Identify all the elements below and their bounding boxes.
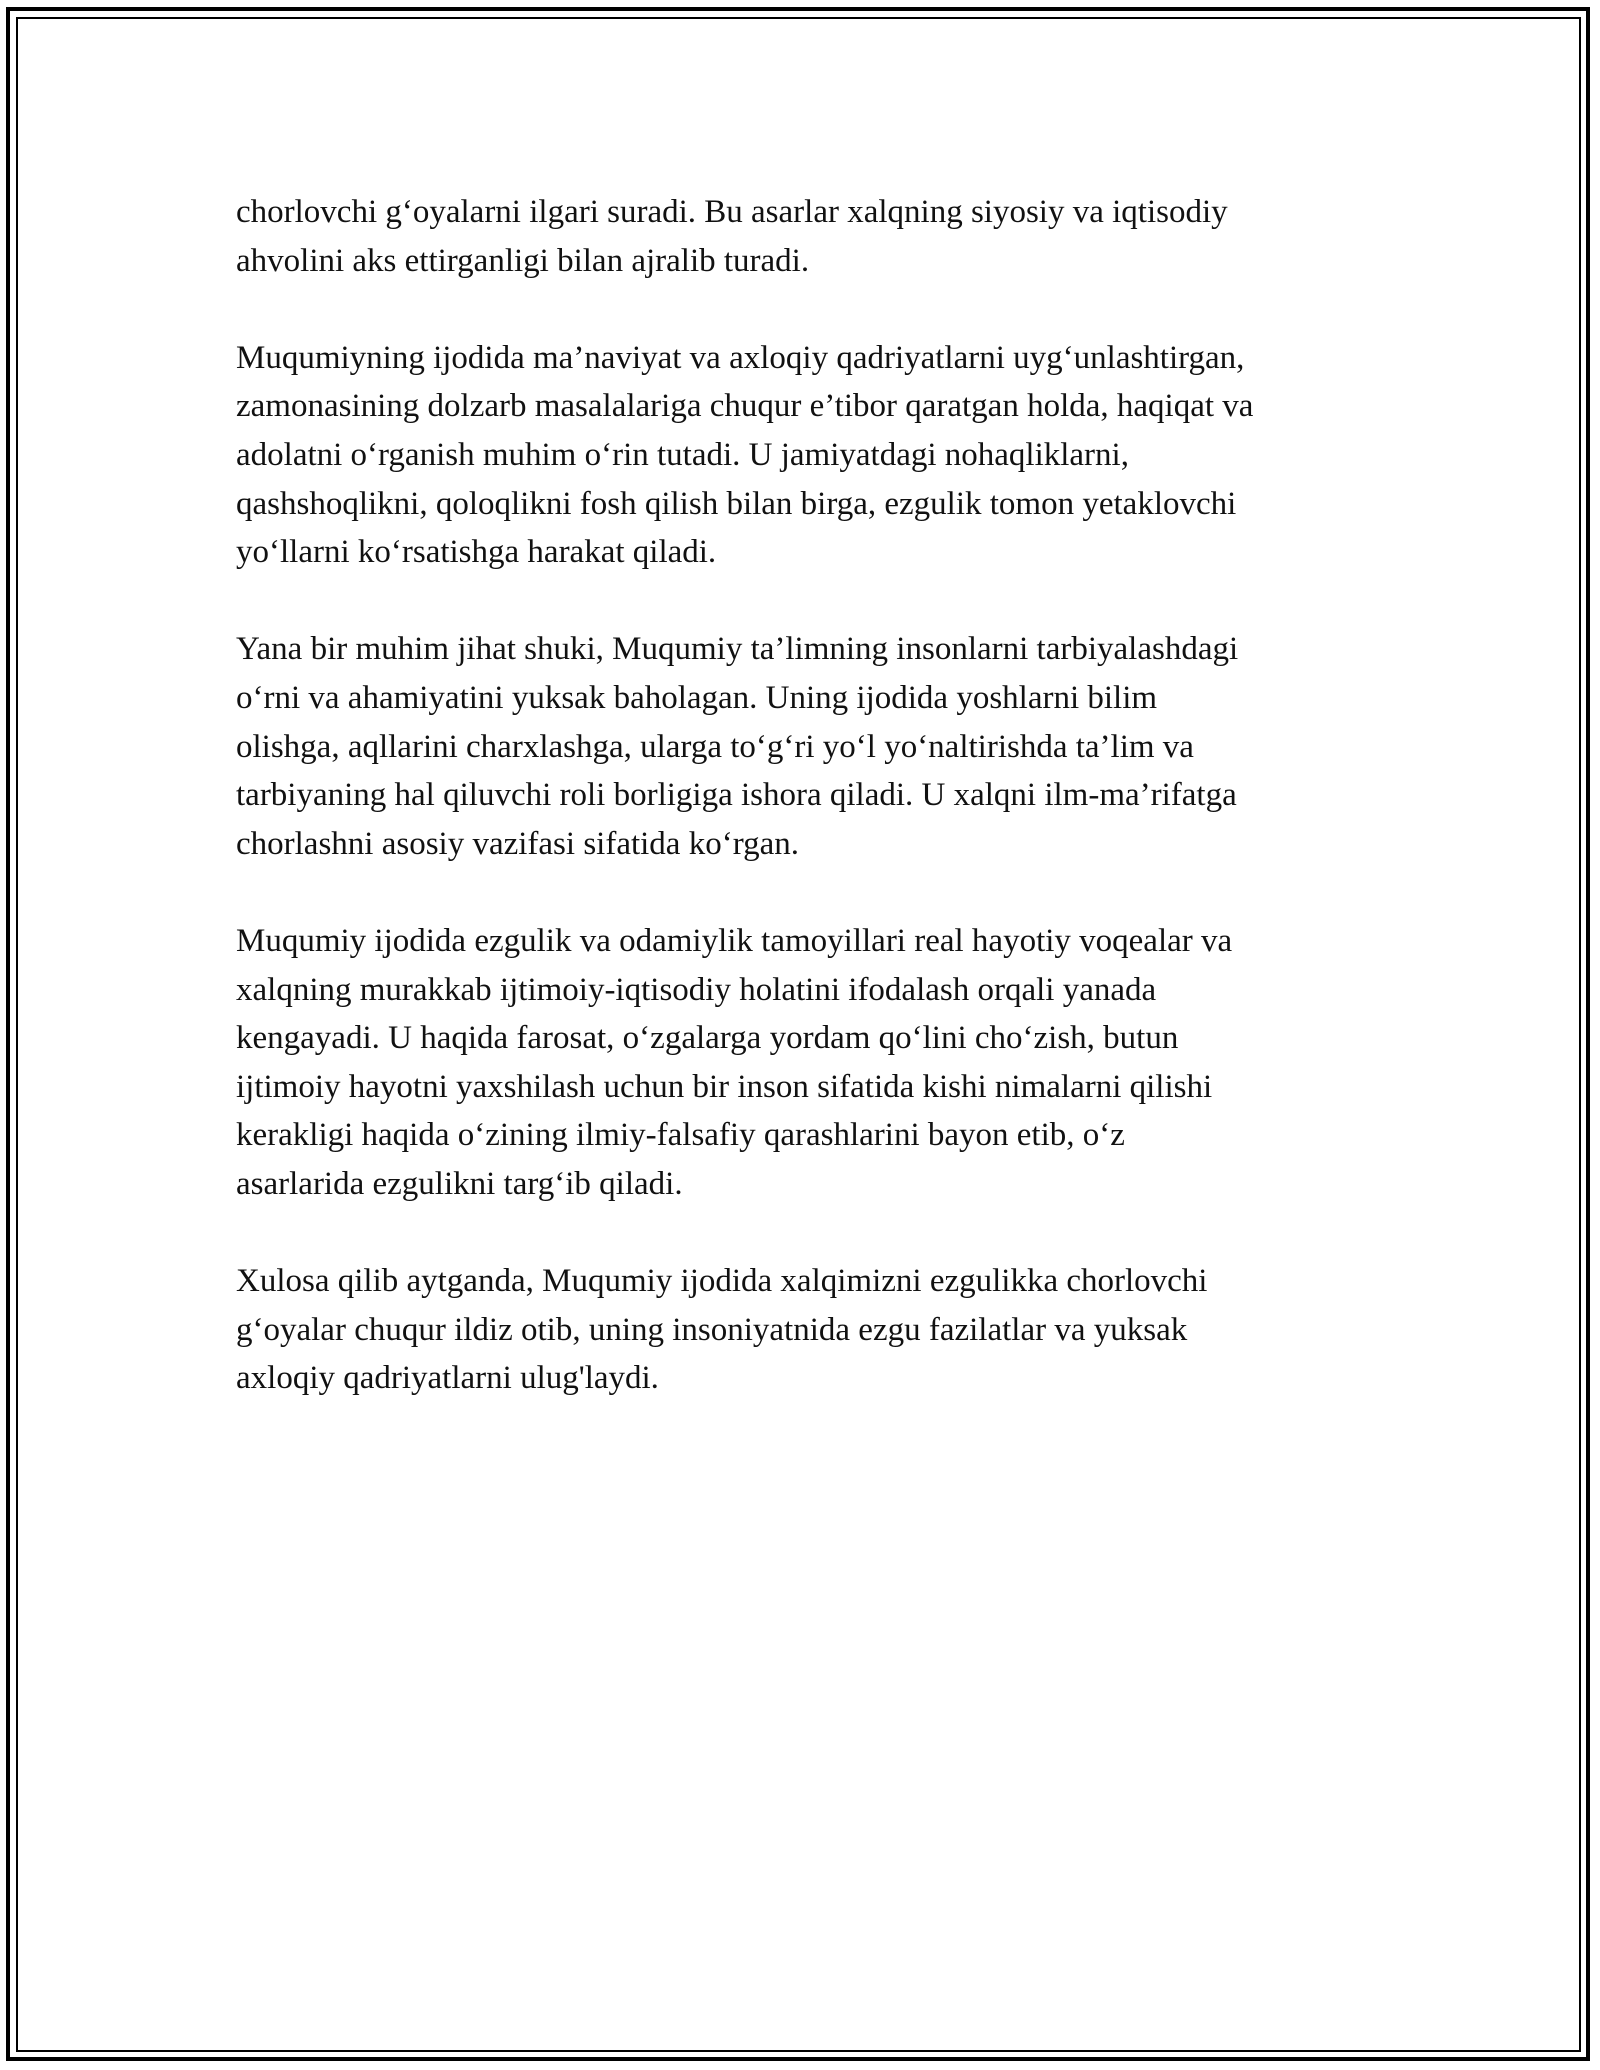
text-line: qashshoqlikni, qoloqlikni fosh qilish bilan birga, ezgulik tomon yetaklovchi (236, 485, 1237, 522)
paragraph-4 (236, 917, 1386, 1209)
text-line: olishga, aqllarini charxlashga, ularga to‘g‘ri yo‘l yo‘naltirishda ta’lim va (236, 728, 1194, 765)
text-line: o‘rni va ahamiyatini yuksak baholagan. Uning ijodida yoshlarni bilim (236, 679, 1158, 716)
paragraph-1 (236, 188, 1386, 285)
text-line: chorlashni asosiy vazifasi sifatida ko‘rgan. (236, 825, 799, 862)
text-line: zamonasining dolzarb masalalariga chuqur e’tibor qaratgan holda, haqiqat va (236, 388, 1254, 425)
document-body (236, 188, 1386, 1451)
text-line: kengayadi. U haqida farosat, o‘zgalarga yordam qo‘lini cho‘zish, butun (236, 1020, 1179, 1057)
paragraph-3 (236, 625, 1386, 868)
text-line: ahvolini aks ettirganligi bilan ajralib turadi. (236, 242, 810, 279)
text-line: Muqumiy ijodida ezgulik va odamiylik tamoyillari real hayotiy voqealar va (236, 922, 1233, 959)
text-line: yo‘llarni ko‘rsatishga harakat qiladi. (236, 534, 717, 571)
text-line: adolatni o‘rganish muhim o‘rin tutadi. U jamiyatdagi nohaqliklarni, (236, 436, 1129, 473)
paragraph-2 (236, 334, 1386, 577)
text-line: asarlarida ezgulikni targ‘ib qiladi. (236, 1165, 683, 1202)
text-line: Yana bir muhim jihat shuki, Muqumiy ta’limning insonlarni tarbiyalashdagi (236, 631, 1239, 668)
text-line: Xulosa qilib aytganda, Muqumiy ijodida xalqimizni ezgulikka chorlovchi (236, 1263, 1208, 1300)
text-line: tarbiyaning hal qiluvchi roli borligiga ishora qiladi. U xalqni ilm-ma’rifatga (236, 777, 1237, 814)
paragraph-5 (236, 1257, 1386, 1403)
text-line: axloqiy qadriyatlarni ulug'laydi. (236, 1360, 659, 1397)
text-line: kerakligi haqida o‘zining ilmiy-falsafiy qarashlarini bayon etib, o‘z (236, 1117, 1125, 1154)
text-line: g‘oyalar chuqur ildiz otib, uning insoniyatnida ezgu fazilatlar va yuksak (236, 1311, 1188, 1348)
text-line: ijtimoiy hayotni yaxshilash uchun bir inson sifatida kishi nimalarni qilishi (236, 1068, 1213, 1105)
text-line: chorlovchi g‘oyalarni ilgari suradi. Bu asarlar xalqning siyosiy va iqtisodiy (236, 194, 1228, 230)
text-line: Muqumiyning ijodida ma’naviyat va axloqiy qadriyatlarni uyg‘unlashtirgan, (236, 339, 1245, 376)
text-line: xalqning murakkab ijtimoiy-iqtisodiy holatini ifodalash orqali yanada (236, 971, 1157, 1008)
